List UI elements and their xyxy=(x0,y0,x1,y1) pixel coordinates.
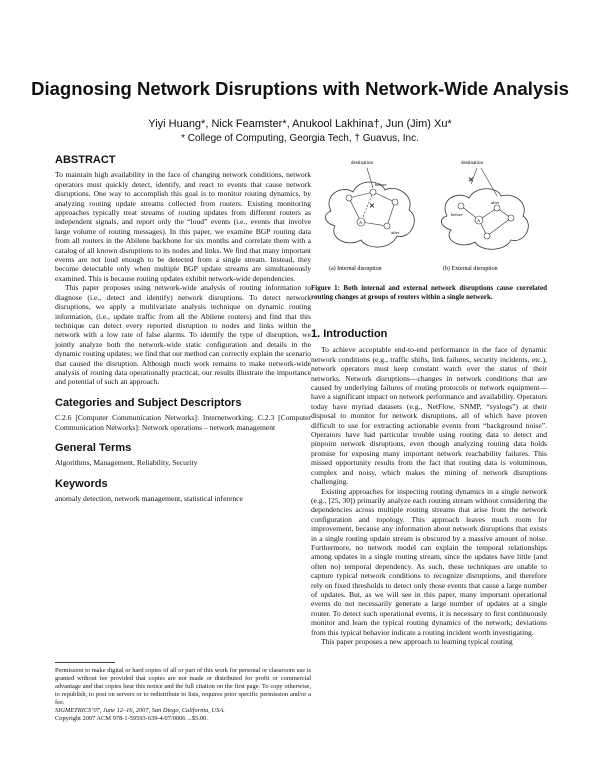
paper-title: Diagnosing Network Disruptions with Network-Wide Analysis xyxy=(31,78,569,99)
panel-external xyxy=(441,161,528,272)
copyright-line: Copyright 2007 ACM 978-1-59593-639-4/07/0006 ...$5.00. xyxy=(55,715,208,722)
author-list: Yiyi Huang*, Nick Feamster*, Anukool Lakhina†, Jun (Jim) Xu* xyxy=(148,118,452,130)
before-label-a: before xyxy=(375,182,387,187)
introduction-section xyxy=(311,330,547,646)
keywords-heading: Keywords xyxy=(55,477,108,490)
router-a-label: A xyxy=(359,220,363,225)
after-label-a: after xyxy=(391,230,400,235)
keywords-section xyxy=(55,477,311,504)
dest-label-b: destination xyxy=(461,161,483,166)
abstract-paragraph-2: This paper proposes using network-wide analysis of routing information to diagnose (i.e., detect and identify) network disruptions. To detect network disruptions, we apply a multivariate analysis technique on dynamic routing information, (i.e., update traffic from all the Abilene routers) and find that this technique can detect every reported disruption to nodes and links within the network with a low rate of false alarms. To identify the type of disruption, we jointly analyze both the network-wide static configuration and details in the dynamic routing updates; we find that our method can correctly explain the scenario that caused the disruption. Although much work remains to make network-wide analysis of routing data operationally practical, our results illustrate the importance and potential of such an approach. xyxy=(55,283,311,387)
categories-text: C.2.6 [Computer Communication Networks]: Internetworking; C.2.3 [Computer Communication Networks]: Network operations – network management xyxy=(55,413,311,432)
categories-heading: Categories and Subject Descriptors xyxy=(55,396,242,409)
copyright-venue: SIGMETRICS’07, June 12–16, 2007, San Diego, California, USA. xyxy=(55,707,225,714)
dest-label-a: destination xyxy=(351,161,373,166)
intro-paragraph-3: This paper proposes a new approach to learning typical routing xyxy=(321,637,513,646)
intro-heading: 1. Introduction xyxy=(311,328,388,340)
affiliations: * College of Computing, Georgia Tech, † Guavus, Inc. xyxy=(181,133,419,144)
terms-section xyxy=(55,441,311,468)
abstract-heading: ABSTRACT xyxy=(55,154,116,166)
copyright-block xyxy=(55,662,311,723)
intro-paragraph-1: To achieve acceptable end-to-end performance in the face of dynamic network conditions (e.g., traffic shifts, link failures, security incidents, etc.), network operators must keep constant watch over the status of their networks. Network disruptions—changes in network conditions that are caused by underlying failures of routing protocols or network equipment—have a significant impact on network performance and availability. Operators today have myriad datasets (e.g., NetFlow, SNMP, “syslogs”) at their disposal to monitor for network disruptions, all of which have proven difficult to use for extracting actionable events from “background noise”. Operators have had particular trouble using routing data to detect and pinpoint network disruptions, even though analyzing routing data holds promise for exposing many important network reachability failures. This missed opportunity results from the fact that routing data is voluminous, complex and noisy, which makes the mining of network disruptions challenging. xyxy=(311,345,547,487)
panel-internal xyxy=(325,161,414,272)
before-label-b: before xyxy=(451,212,463,217)
subcaption-a: (a) Internal disruption xyxy=(329,266,382,272)
external-failure-mark-icon: ✕ xyxy=(468,176,474,184)
keywords-text: anomaly detection, network management, statistical inference xyxy=(55,494,243,504)
figure-1-diagram xyxy=(311,156,547,276)
copyright-permission: Permission to make digital or hard copies of all or part of this work for personal or classroom use is granted without fee provided that copies are not made or distributed for profit or commercial advantage and that copies bear this notice and the full citation on the first page. To copy otherwise, to republish, to post on servers or to redistribute to lists, requires prior specific permission and/or a fee. xyxy=(55,667,311,706)
intro-paragraph-2: Existing approaches for inspecting routing dynamics in a single network (e.g., [25, 30]) primarily analyze each routing stream without considering the dependencies across multiple routing streams that arise from the network configuration and topology. This approach leaves much room for improvement, because any information about network disruptions that exists in a single routing update stream is obscured by a massive amount of noise. Furthermore, no network model can explain the temporal relationships among updates in a single routing stream, since the updates have little (and often no) temporal dependency. As such, these techniques are unable to capture typical network conditions to recognize disruptions, and therefore rely on fixed thresholds to detect only those events that cause a large number of updates. But, as we will see in this paper, many important operational events do not necessarily generate a large number of updates at a single router. To detect such operational events, it is necessary to first continuously monitor and learn the typical routing dynamics of the network; deviations from this typical behavior indicate a routing incident worth investigating. xyxy=(311,486,547,637)
copyright-divider xyxy=(55,662,115,663)
categories-section xyxy=(55,396,311,432)
left-column xyxy=(55,156,311,504)
terms-heading: General Terms xyxy=(55,441,132,454)
subcaption-b: (b) External disruption xyxy=(443,266,498,272)
abstract-paragraph-1: To maintain high availability in the face of changing network conditions, network operators must quickly detect, identify, and react to events that cause network disruptions. One way to accomplish this goal is to monitor routing dynamics, by analyzing routing update streams collected from routers. Existing monitoring approaches typically treat streams of routing updates from different routers as independent signals, and report only the “loud” events (i.e., events that involve large volume of routing messages). In this paper, we examine BGP routing data from all routers in the Abilene backbone for six months and correlate them with a catalog of all known disruptions to its nodes and links. We find that many important events are not loud enough to be detected from a single stream. Instead, they become detectable only when multiple BGP update streams are simultaneously examined. This is because routing updates exhibit network-wide dependencies. xyxy=(55,170,311,283)
figure-caption: Figure 1: Both internal and external network disruptions cause correlated routing changes at groups of routers within a single network. xyxy=(311,284,547,301)
failure-mark-icon: ✕ xyxy=(369,202,375,210)
router-a-label-b: A xyxy=(477,218,481,223)
terms-text: Algorithms, Management, Reliability, Security xyxy=(55,458,198,468)
after-label-b: after xyxy=(491,200,500,205)
